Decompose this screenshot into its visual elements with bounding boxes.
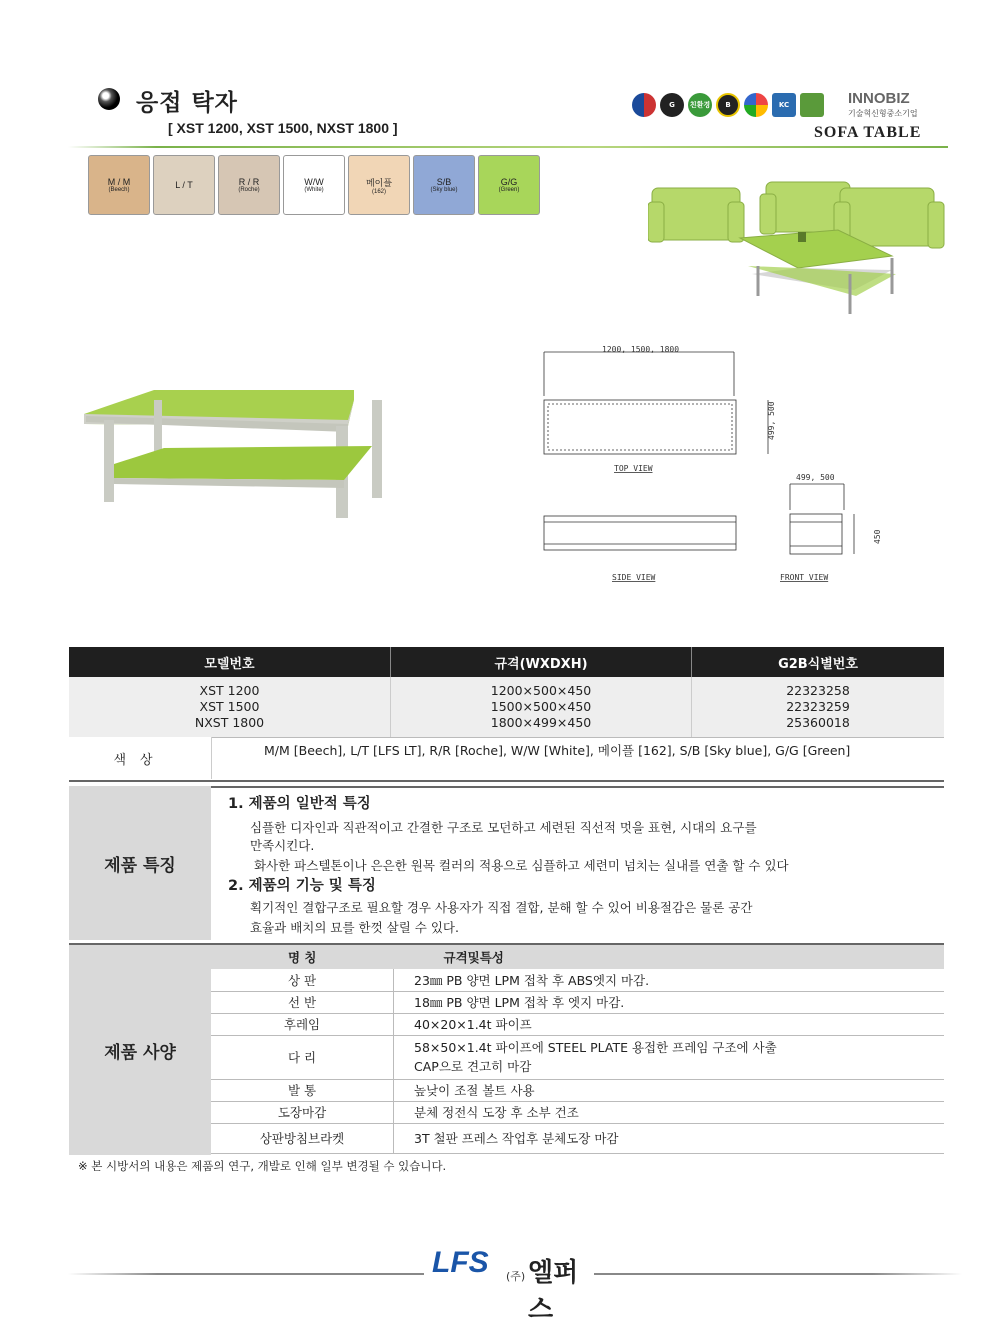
swatch-sub: (Green): [498, 187, 520, 193]
swatch-sub: (Beech): [108, 187, 130, 193]
kc-mark-logo-icon: KC: [772, 93, 796, 117]
depth-dimension-label: 499, 500: [767, 401, 776, 440]
b-mark-logo-icon: B: [716, 93, 740, 117]
g-mark-logo-icon: G: [660, 93, 684, 117]
disabled-enterprise-logo-icon: [744, 93, 768, 117]
feature-text-1a: 심플한 디자인과 직관적이고 간결한 구조로 모던하고 세련된 직선적 멋을 표현, 시대의 요구를: [250, 820, 757, 835]
innobiz-logo: INNOBIZ: [848, 90, 910, 107]
header-model-number: 모델번호: [69, 647, 391, 677]
page-title: 응접 탁자: [136, 90, 238, 116]
disclaimer-note: ※ 본 시방서의 내용은 제품의 연구, 개발로 인해 일부 변경될 수 있습니다.: [78, 1159, 447, 1173]
spec-row-name: 상 판: [211, 969, 394, 991]
spec-row-name: 선 반: [211, 991, 394, 1013]
color-options-text: M/M [Beech], L/T [LFS LT], R/R [Roche], W/W [White], 메이플 [162], S/B [Sky blue], G/G [Green]: [264, 743, 851, 758]
spec-row-name: 도장마감: [211, 1101, 394, 1123]
technical-drawing: [534, 340, 894, 590]
g2b-numbers: 22323258 22323259 25360018: [692, 677, 945, 737]
top-dimension-label: 1200, 1500, 1800: [602, 345, 680, 354]
swatch-sub: (Sky blue): [430, 187, 458, 193]
feature-text-1c: 화사한 파스텔톤이나 은은한 원목 컬러의 적용으로 심플하고 세련미 넘치는 실내를 연출 할 수 있다: [250, 858, 789, 873]
korea-gov-logo-icon: [632, 93, 656, 117]
swatch-code: W/W: [304, 177, 324, 187]
swatch-sub: (Roche): [238, 187, 260, 193]
feature-text-1b: 만족시킨다.: [250, 838, 315, 853]
swatch-code: S/B: [436, 177, 452, 187]
header-g2b: G2B식별번호: [692, 647, 945, 677]
spec-row-name: 상판방침브라켓: [211, 1123, 394, 1153]
swatch-mm: [88, 155, 150, 215]
swatch-maple: [348, 155, 410, 215]
spec-row-name: 후레임: [211, 1013, 394, 1035]
model-numbers: XST 1200 XST 1500 NXST 1800: [69, 677, 391, 737]
top-view-label: TOP VIEW: [614, 464, 653, 473]
side-view-label: SIDE VIEW: [612, 573, 656, 582]
model-sizes: 1200×500×450 1500×500×450 1800×499×450: [391, 677, 692, 737]
height-dimension-label: 450: [873, 529, 882, 544]
model-spec-table: [69, 647, 944, 737]
eco-logo-icon: 친환경: [688, 93, 712, 117]
swatch-code: G/G: [500, 177, 518, 187]
product-spec-label: 제품 사양: [69, 943, 211, 1155]
swatch-ww: [283, 155, 345, 215]
brand-lfs: LFS: [432, 1246, 489, 1279]
feature-text-2a: 획기적인 결합구조로 필요할 경우 사용자가 직접 결합, 분해 할 수 있어 비용절감은 물론 공간: [250, 900, 753, 915]
spec-row-name: 발 통: [211, 1079, 394, 1101]
brand-name: 엘퍼스: [528, 1258, 579, 1325]
table-product-photo: [84, 386, 404, 532]
title-bullet-icon: [98, 88, 120, 110]
front-dimension-label: 499, 500: [796, 473, 835, 482]
spec-row-desc: 높낮이 조절 볼트 사용: [394, 1079, 945, 1101]
swatch-code: L / T: [175, 180, 193, 190]
feature-text-2b: 효율과 배치의 묘를 한껏 살릴 수 있다.: [250, 920, 459, 935]
swatch-lt: [153, 155, 215, 215]
swatch-sub: (White): [304, 187, 324, 193]
swatch-code: R / R: [238, 177, 260, 187]
product-spec-table: [211, 943, 944, 1154]
features-label: 제품 특징: [69, 786, 211, 940]
model-list: [ XST 1200, XST 1500, NXST 1800 ]: [168, 120, 398, 136]
swatch-sub: (162): [371, 188, 386, 195]
swatch-sb: [413, 155, 475, 215]
spec-row-desc: 18㎜ PB 양면 LPM 접착 후 엣지 마감.: [394, 991, 945, 1013]
feature-heading-2: 2. 제품의 기능 및 특징: [228, 878, 376, 894]
swatch-rr: [218, 155, 280, 215]
quality-logo-icon: [800, 93, 824, 117]
spec-row-name: 다 리: [211, 1035, 394, 1079]
sofa-room-photo: [648, 174, 948, 334]
spec-row-desc: 40×20×1.4t 파이프: [394, 1013, 945, 1035]
spec-row-desc: 58×50×1.4t 파이프에 STEEL PLATE 용접한 프레임 구조에 사출 CAP으로 견고히 마감: [394, 1035, 945, 1079]
feature-heading-1: 1. 제품의 일반적 특징: [228, 796, 371, 812]
color-swatches: [88, 155, 540, 215]
header-dimensions: 규격(WXDXH): [391, 647, 692, 677]
color-label: 색상: [69, 737, 212, 779]
sofa-table-label: SOFA TABLE: [814, 124, 922, 141]
header-divider: [68, 146, 948, 148]
spec-row-desc: 23㎜ PB 양면 LPM 접착 후 ABS엣지 마감.: [394, 969, 945, 991]
spec-row-desc: 분체 정전식 도장 후 소부 건조: [394, 1101, 945, 1123]
brand-corp: (주): [506, 1270, 526, 1283]
spec-header-name: 명 칭: [211, 944, 394, 969]
swatch-code: M / M: [107, 177, 131, 187]
innobiz-subtitle: 기술혁신형중소기업: [848, 109, 918, 118]
spec-row-desc: 3T 철판 프레스 작업후 분체도장 마감: [394, 1123, 945, 1153]
swatch-gg: [478, 155, 540, 215]
front-view-label: FRONT VIEW: [780, 573, 829, 582]
swatch-code: 메이플: [365, 177, 393, 188]
company-logo: [424, 1240, 594, 1325]
spec-header-desc: 규격및특성: [394, 944, 945, 969]
